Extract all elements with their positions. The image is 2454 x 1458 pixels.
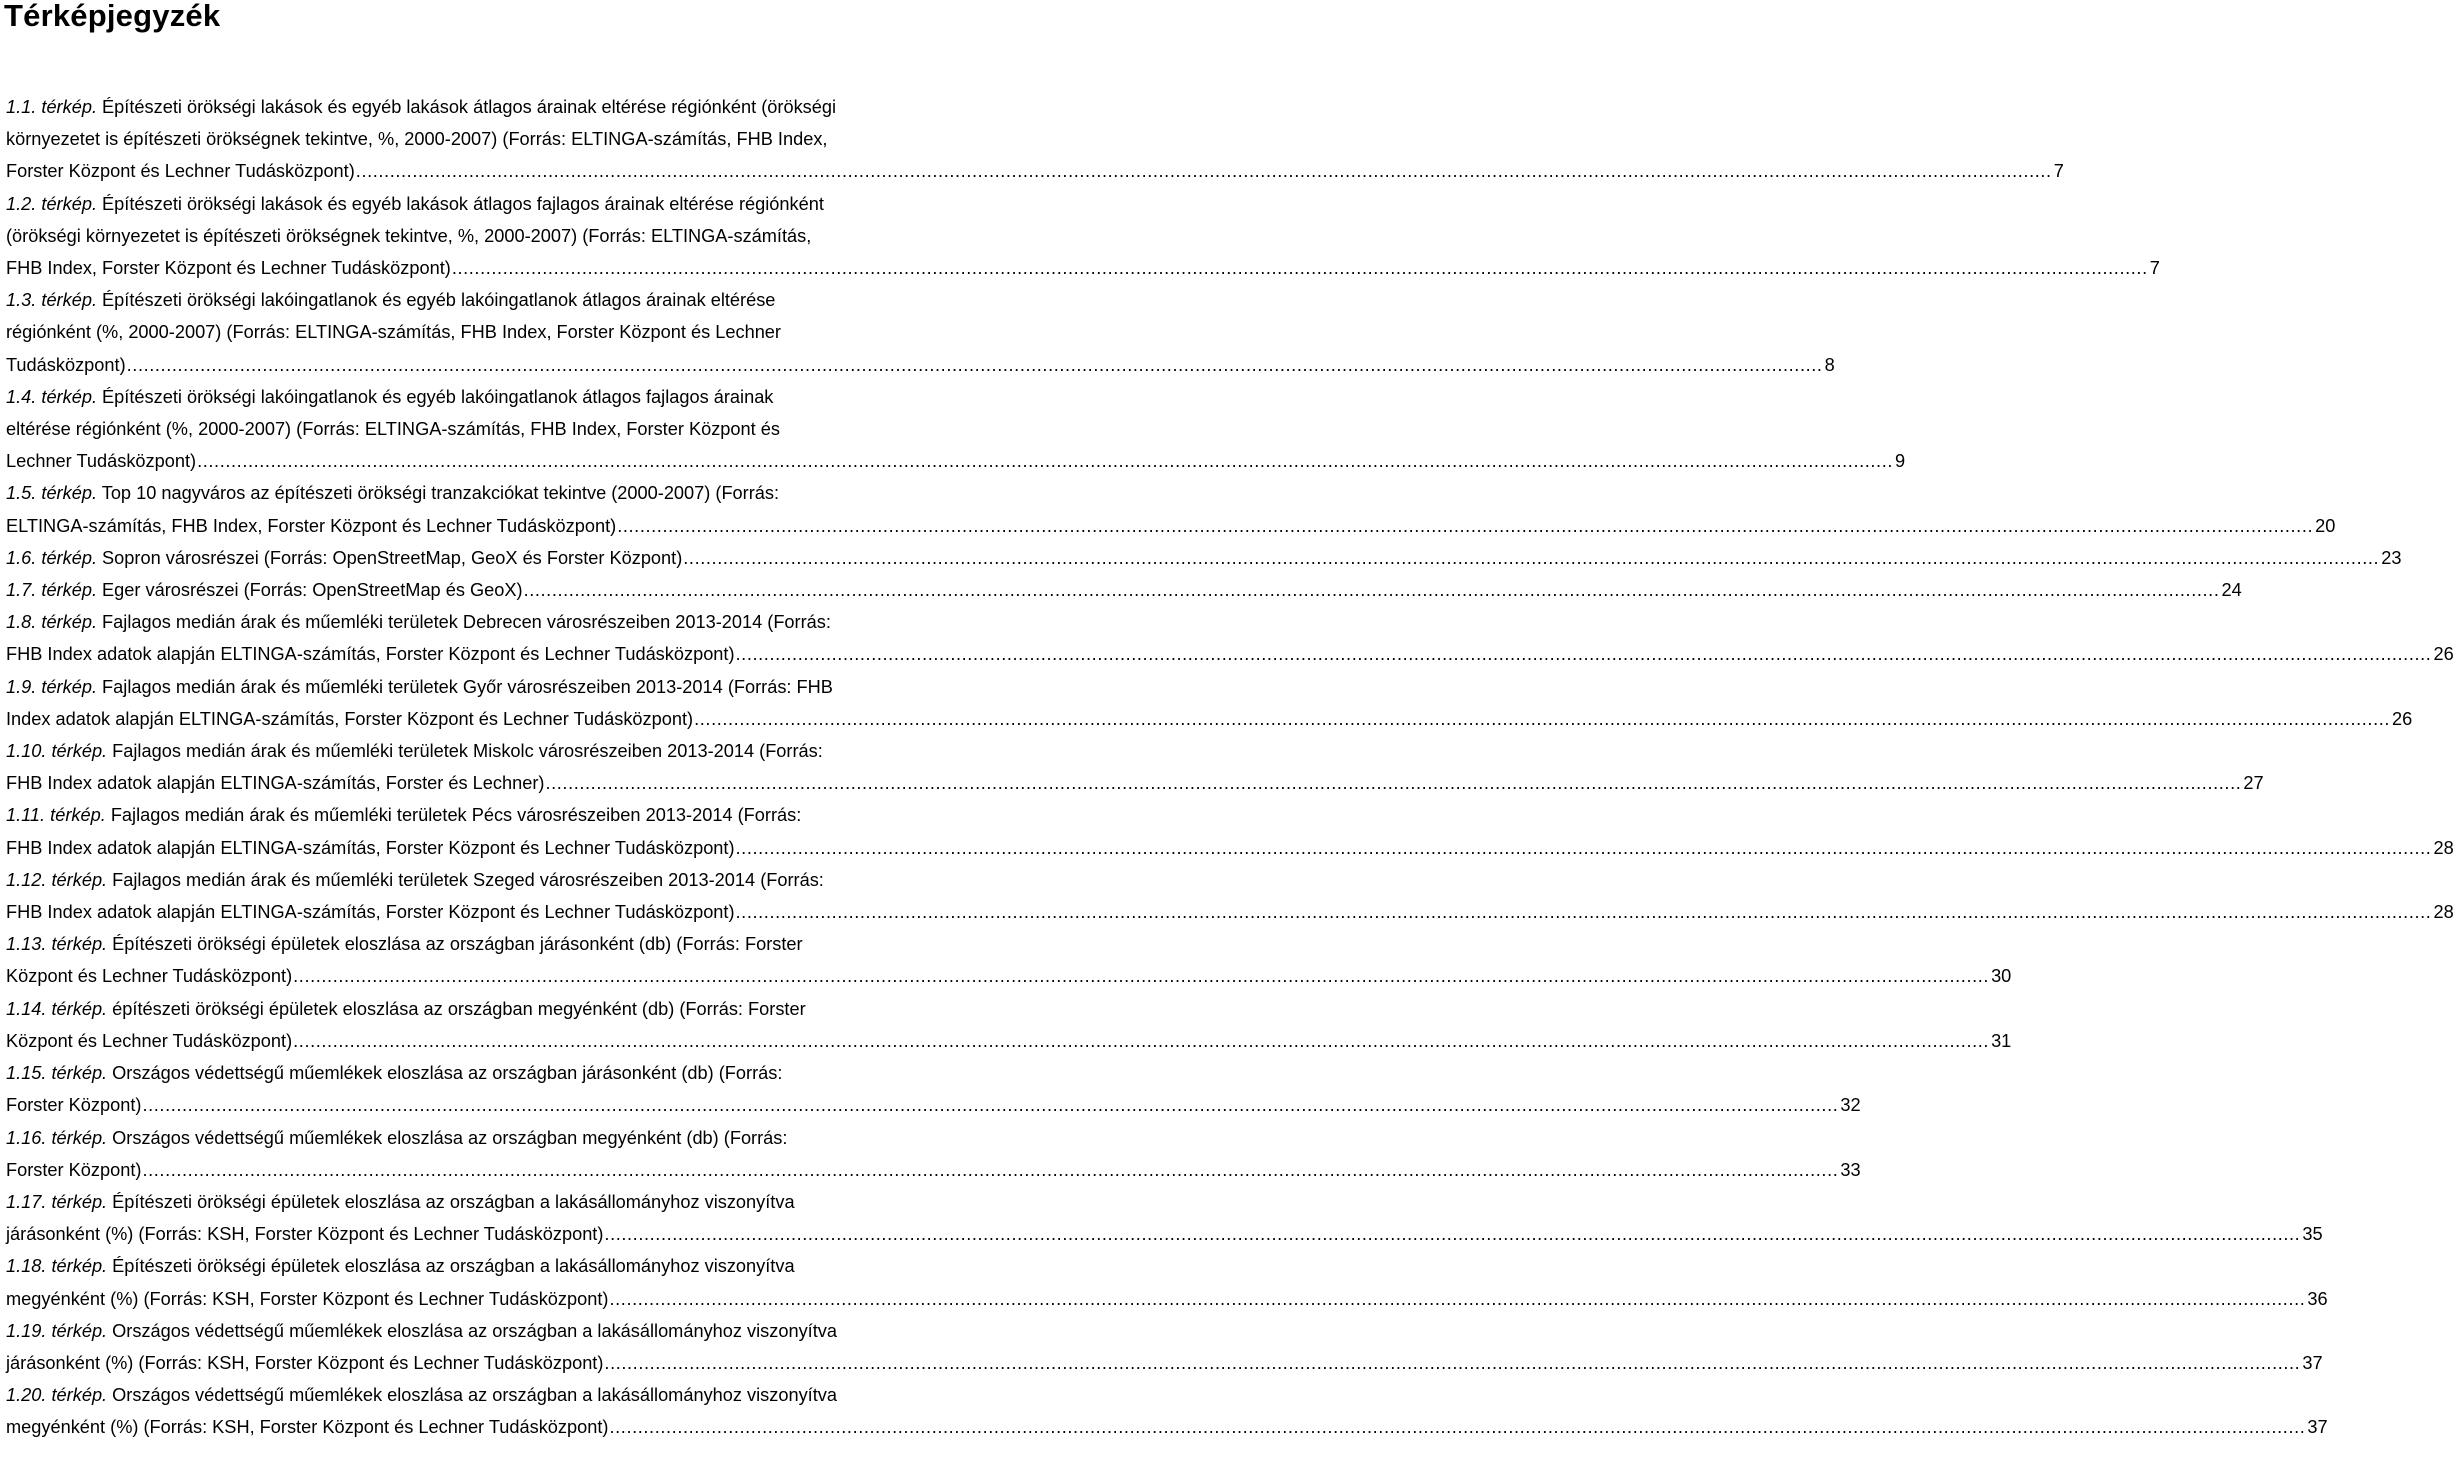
dot-leader	[609, 1283, 2305, 1315]
entry-text-tail	[6, 1347, 603, 1379]
page-number: 8	[1824, 354, 1835, 375]
entry-last-line	[6, 1283, 2328, 1315]
entry-last-line	[6, 349, 1835, 381]
entry-text: Fajlagos medián árak és műemléki területek Pécs városrészeiben 2013-2014 (Forrás:	[105, 805, 802, 826]
entry-text: Forster Központ és Lechner Tudásközpont)	[6, 161, 355, 182]
entry-last-line	[6, 1411, 2328, 1443]
dot-leader	[604, 1347, 2300, 1379]
entry-text-tail	[6, 703, 693, 735]
entry-label: 1.11. térkép.	[6, 805, 106, 826]
entry-label: 1.20. térkép.	[6, 1385, 108, 1406]
entry-label: 1.16. térkép.	[6, 1127, 108, 1148]
page-number: 32	[1840, 1095, 1861, 1116]
entry-label: 1.15. térkép.	[6, 1063, 108, 1084]
entry-text-tail	[6, 1154, 141, 1186]
page-title: Térképjegyzék	[4, 0, 221, 33]
entry-text: járásonként (%) (Forrás: KSH, Forster Központ és Lechner Tudásközpont)	[6, 1352, 604, 1373]
entry-text-tail	[6, 445, 196, 477]
entry-label: 1.1. térkép.	[6, 97, 97, 117]
map-index-list	[6, 91, 2454, 1444]
toc-entry[interactable]	[6, 188, 2160, 285]
page-number: 37	[2307, 1417, 2328, 1438]
entry-text-line	[6, 1315, 962, 1347]
entry-text-line	[6, 993, 962, 1025]
dot-leader	[293, 960, 1989, 992]
entry-text-line	[6, 1250, 962, 1282]
entry-text: FHB Index adatok alapján ELTINGA-számítás, Forster és Lechner)	[6, 773, 545, 794]
entry-label: 1.13. térkép.	[6, 934, 108, 955]
page-number: 35	[2302, 1224, 2323, 1245]
page-number: 33	[1840, 1159, 1861, 1180]
entry-text-line	[6, 1186, 962, 1218]
entry-last-line	[6, 638, 2454, 670]
toc-entry[interactable]	[6, 928, 2012, 992]
entry-text-line	[6, 799, 962, 831]
entry-text: ELTINGA-számítás, FHB Index, Forster Központ és Lechner Tudásközpont)	[6, 515, 617, 536]
entry-text: FHB Index, Forster Központ és Lechner Tudásközpont)	[6, 258, 451, 279]
entry-text-line	[6, 123, 962, 155]
dot-leader	[617, 510, 2313, 542]
entry-text: Eger városrészei (Forrás: OpenStreetMap és GeoX)	[97, 580, 523, 601]
entry-text-tail	[6, 542, 682, 574]
entry-label: 1.3. térkép.	[6, 290, 97, 311]
entry-text: FHB Index adatok alapján ELTINGA-számítás, Forster Központ és Lechner Tudásközpont)	[6, 837, 735, 858]
entry-text-tail	[6, 896, 735, 928]
entry-text: Tudásközpont)	[6, 354, 126, 375]
entry-text: eltérése régiónként (%, 2000-2007) (Forrás: ELTINGA-számítás, FHB Index, Forster Központ és	[6, 419, 780, 440]
toc-entry[interactable]	[6, 1186, 2323, 1250]
entry-text: Építészeti örökségi lakóingatlanok és egyéb lakóingatlanok átlagos fajlagos árainak	[97, 386, 774, 407]
page-number: 28	[2433, 902, 2454, 923]
entry-text-tail	[6, 960, 292, 992]
page-number: 20	[2315, 515, 2336, 536]
toc-entry[interactable]	[6, 671, 2413, 735]
entry-text: megyénként (%) (Forrás: KSH, Forster Központ és Lechner Tudásközpont)	[6, 1417, 609, 1438]
entry-label: 1.17. térkép.	[6, 1191, 108, 1212]
entry-text-line	[6, 735, 962, 767]
dot-leader	[604, 1218, 2300, 1250]
toc-entry[interactable]	[6, 799, 2454, 863]
entry-text-line	[6, 477, 962, 509]
entry-last-line	[6, 1089, 1861, 1121]
toc-entry[interactable]	[6, 284, 1835, 381]
entry-text: régiónként (%, 2000-2007) (Forrás: ELTINGA-számítás, FHB Index, Forster Központ és Lechner	[6, 322, 781, 343]
entry-text-tail	[6, 638, 735, 670]
dot-leader	[609, 1411, 2305, 1443]
entry-text: Fajlagos medián árak és műemléki területek Debrecen városrészeiben 2013-2014 (Forrás:	[97, 612, 831, 633]
entry-text-line	[6, 188, 962, 220]
entry-last-line	[6, 767, 2264, 799]
page-number: 24	[2221, 580, 2242, 601]
page-number: 37	[2302, 1352, 2323, 1373]
entry-text: (örökségi környezetet is építészeti örökségnek tekintve, %, 2000-2007) (Forrás: ELTINGA-számítás,	[6, 225, 812, 246]
entry-text: Sopron városrészei (Forrás: OpenStreetMap, GeoX és Forster Központ)	[97, 547, 683, 568]
entry-text-tail	[6, 574, 523, 606]
entry-last-line	[6, 1154, 1861, 1186]
entry-text-tail	[6, 1218, 603, 1250]
entry-text-line	[6, 1122, 962, 1154]
dot-leader	[197, 445, 1893, 477]
entry-text: Fajlagos medián árak és műemléki területek Miskolc városrészeiben 2013-2014 (Forrás:	[107, 741, 823, 762]
entry-text-tail	[6, 1411, 608, 1443]
dot-leader	[142, 1089, 1838, 1121]
entry-text-tail	[6, 155, 355, 187]
entry-text: Fajlagos medián árak és műemléki területek Győr városrészeiben 2013-2014 (Forrás: FHB	[97, 676, 833, 697]
entry-last-line	[6, 960, 2012, 992]
entry-text: Központ és Lechner Tudásközpont)	[6, 1030, 293, 1051]
entry-text: Építészeti örökségi épületek eloszlása az országban a lakásállományhoz viszonyítva	[107, 1191, 795, 1212]
entry-label: 1.18. térkép.	[6, 1256, 108, 1277]
entry-text-line	[6, 413, 962, 445]
entry-text: FHB Index adatok alapján ELTINGA-számítás, Forster Központ és Lechner Tudásközpont)	[6, 644, 735, 665]
entry-text: FHB Index adatok alapján ELTINGA-számítás, Forster Központ és Lechner Tudásközpont)	[6, 902, 735, 923]
entry-text-line	[6, 864, 962, 896]
entry-text-tail	[6, 1089, 141, 1121]
dot-leader	[736, 832, 2432, 864]
entry-label: 1.5. térkép.	[6, 483, 97, 504]
page-number: 28	[2433, 837, 2454, 858]
entry-text-tail	[6, 252, 451, 284]
page-number: 27	[2243, 773, 2264, 794]
dot-leader	[293, 1025, 1989, 1057]
entry-last-line	[6, 896, 2454, 928]
dot-leader	[142, 1154, 1838, 1186]
entry-text: Országos védettségű műemlékek eloszlása az országban a lakásállományhoz viszonyítva	[107, 1385, 837, 1406]
entry-text: építészeti örökségi épületek eloszlása az országban megyénként (db) (Forrás: Forster	[107, 998, 806, 1019]
entry-label: 1.7. térkép.	[6, 580, 97, 601]
toc-entry[interactable]	[6, 1315, 2323, 1379]
toc-entry[interactable]	[6, 574, 2242, 606]
page-number: 30	[1991, 966, 2012, 987]
entry-label: 1.10. térkép.	[6, 741, 108, 762]
dot-leader	[356, 155, 2052, 187]
entry-text: Fajlagos medián árak és műemléki területek Szeged városrészeiben 2013-2014 (Forrás:	[107, 869, 824, 890]
entry-text: környezetet is építészeti örökségnek tekintve, %, 2000-2007) (Forrás: ELTINGA-számítás, FHB Index,	[6, 129, 828, 150]
entry-label: 1.6. térkép.	[6, 547, 97, 568]
entry-text: Index adatok alapján ELTINGA-számítás, Forster Központ és Lechner Tudásközpont)	[6, 708, 694, 729]
entry-text-line	[6, 284, 962, 316]
entry-text: Építészeti örökségi épületek eloszlása az országban a lakásállományhoz viszonyítva	[107, 1256, 795, 1277]
entry-text: Építészeti örökségi épületek eloszlása az országban járásonként (db) (Forrás: Forster	[107, 934, 803, 955]
toc-entry[interactable]	[6, 864, 2454, 928]
entry-text: Forster Központ)	[6, 1159, 142, 1180]
entry-label: 1.9. térkép.	[6, 676, 97, 697]
page-number: 7	[2053, 161, 2064, 182]
toc-entry[interactable]	[6, 993, 2012, 1057]
entry-text-tail	[6, 510, 616, 542]
toc-entry[interactable]	[6, 542, 2402, 574]
page-number: 31	[1991, 1030, 2012, 1051]
toc-entry[interactable]	[6, 381, 1906, 478]
entry-last-line	[6, 445, 1906, 477]
entry-text: Építészeti örökségi lakóingatlanok és egyéb lakóingatlanok átlagos árainak eltérése	[97, 290, 776, 311]
dot-leader	[452, 252, 2148, 284]
toc-entry[interactable]	[6, 1122, 1861, 1186]
toc-entry[interactable]	[6, 477, 2336, 541]
entry-last-line	[6, 542, 2402, 574]
dot-leader	[545, 767, 2241, 799]
entry-text-line	[6, 91, 962, 123]
entry-last-line	[6, 832, 2454, 864]
entry-text: Építészeti örökségi lakások és egyéb lakások átlagos fajlagos árainak eltérése régiónként	[97, 193, 824, 214]
entry-last-line	[6, 1218, 2323, 1250]
entry-last-line	[6, 574, 2242, 606]
entry-label: 1.2. térkép.	[6, 193, 97, 214]
page-number: 26	[2433, 644, 2454, 665]
toc-entry[interactable]	[6, 1250, 2328, 1314]
toc-entry[interactable]	[6, 1379, 2328, 1443]
entry-text-tail	[6, 1025, 292, 1057]
toc-entry[interactable]	[6, 1057, 1861, 1121]
toc-entry[interactable]	[6, 91, 2064, 188]
entry-text-tail	[6, 349, 126, 381]
entry-text-tail	[6, 1283, 608, 1315]
entry-label: 1.12. térkép.	[6, 869, 108, 890]
entry-text-line	[6, 381, 962, 413]
entry-text-line	[6, 606, 962, 638]
entry-last-line	[6, 510, 2336, 542]
entry-text-line	[6, 220, 962, 252]
entry-text: Top 10 nagyváros az építészeti örökségi tranzakciókat tekintve (2000-2007) (Forrás:	[97, 483, 780, 504]
entry-last-line	[6, 252, 2160, 284]
entry-label: 1.19. térkép.	[6, 1320, 108, 1341]
entry-text: Építészeti örökségi lakások és egyéb lakások átlagos árainak eltérése régiónként (örökségi	[97, 97, 837, 117]
entry-last-line	[6, 1025, 2012, 1057]
page-number: 9	[1895, 451, 1906, 472]
entry-text: Forster Központ)	[6, 1095, 142, 1116]
dot-leader	[683, 542, 2379, 574]
entry-text-line	[6, 1379, 962, 1411]
entry-text: Országos védettségű műemlékek eloszlása az országban a lakásállományhoz viszonyítva	[107, 1320, 837, 1341]
entry-text-line	[6, 316, 962, 348]
dot-leader	[736, 896, 2432, 928]
entry-text: Országos védettségű műemlékek eloszlása az országban megyénként (db) (Forrás:	[107, 1127, 788, 1148]
page-number: 26	[2392, 708, 2413, 729]
entry-text-line	[6, 928, 962, 960]
entry-text: járásonként (%) (Forrás: KSH, Forster Központ és Lechner Tudásközpont)	[6, 1224, 604, 1245]
entry-last-line	[6, 703, 2413, 735]
toc-entry[interactable]	[6, 606, 2454, 670]
page-number: 7	[2149, 258, 2160, 279]
entry-text-tail	[6, 767, 544, 799]
page-number: 23	[2381, 547, 2402, 568]
entry-last-line	[6, 1347, 2323, 1379]
entry-text-line	[6, 671, 962, 703]
dot-leader	[524, 574, 2220, 606]
entry-last-line	[6, 155, 2064, 187]
entry-label: 1.8. térkép.	[6, 612, 97, 633]
page-number: 36	[2307, 1288, 2328, 1309]
entry-text: Központ és Lechner Tudásközpont)	[6, 966, 293, 987]
dot-leader	[694, 703, 2390, 735]
dot-leader	[127, 349, 1823, 381]
entry-text-line	[6, 1057, 962, 1089]
entry-text-tail	[6, 832, 735, 864]
entry-label: 1.14. térkép.	[6, 998, 108, 1019]
toc-entry[interactable]	[6, 735, 2264, 799]
dot-leader	[736, 638, 2432, 670]
entry-text: megyénként (%) (Forrás: KSH, Forster Központ és Lechner Tudásközpont)	[6, 1288, 609, 1309]
entry-text: Lechner Tudásközpont)	[6, 451, 197, 472]
entry-text: Országos védettségű műemlékek eloszlása az országban járásonként (db) (Forrás:	[107, 1063, 783, 1084]
entry-label: 1.4. térkép.	[6, 386, 97, 407]
